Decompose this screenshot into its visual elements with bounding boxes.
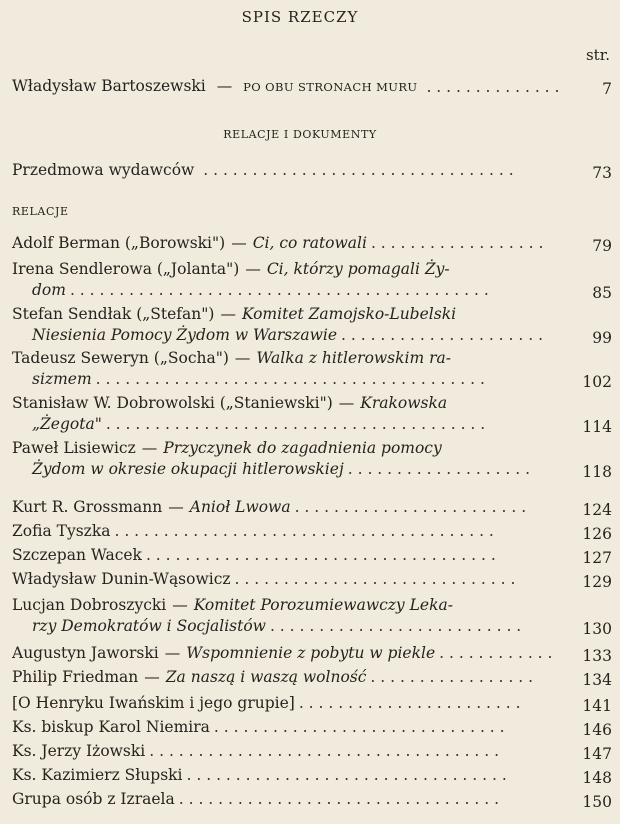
- entry-title-continued: dom: [32, 281, 66, 299]
- entry-author: Przedmowa wydawców: [12, 161, 195, 179]
- entry-author: Ks. Jerzy Iżowski: [12, 742, 146, 760]
- entry-page-number: 85: [592, 284, 612, 302]
- dot-leader: . . . . . . . . . . . . . . . . . . . . . . . . . . . . . . . . . . . .: [149, 742, 500, 760]
- dot-leader: . . . . . . . . . . . . . . . . . . . . . . . . . . . . . . . . .: [178, 790, 500, 808]
- entry-page-number: 102: [582, 373, 612, 391]
- toc-entry-line: [12, 667, 612, 688]
- entry-title: PO OBU STRONACH MURU: [243, 80, 418, 94]
- entry-page-number: 126: [582, 525, 612, 543]
- toc-entry-intro: [12, 76, 612, 97]
- dot-leader: . . . . . . . . . . . . . . . . . . . . .: [341, 326, 544, 344]
- entry-page-number: 127: [582, 549, 612, 567]
- entry-page-number: 148: [582, 769, 612, 787]
- entry-title: Przyczynek do zagadnienia pomocy: [163, 439, 442, 457]
- toc-entry: [12, 233, 612, 254]
- entry-title-continued: sizmem: [32, 370, 92, 388]
- dot-leader: . . . . . . . . . . . . . . . . .: [370, 668, 534, 686]
- section-heading: RELACJE I DOKUMENTY: [223, 128, 377, 141]
- entry-page-number: 129: [582, 573, 612, 591]
- toc-entry: [12, 438, 612, 480]
- page-column-label: str.: [585, 46, 610, 64]
- entry-author: Adolf Berman („Borowski"): [12, 234, 226, 252]
- entry-title-continued: rzy Demokratów i Socjalistów: [32, 617, 266, 635]
- toc-entry-line: [12, 280, 612, 301]
- entry-dash: —: [338, 394, 355, 412]
- entry-page-number: 146: [582, 721, 612, 739]
- dot-leader: . . . . . . . . . . . . . .: [426, 78, 560, 96]
- toc-entry-line: [12, 369, 612, 390]
- entry-author: Tadeusz Seweryn („Socha"): [12, 349, 229, 367]
- entry-title: Komitet Porozumiewawczy Leka-: [193, 596, 453, 614]
- toc-entry: [12, 521, 612, 542]
- dot-leader: . . . . . . . . . . . . . . . . . . . . . . . . . . . . . . . . . . . . . . .: [105, 415, 486, 433]
- entry-dash: —: [216, 77, 233, 95]
- toc-entry-line: [12, 717, 612, 738]
- toc-entry: [12, 545, 612, 566]
- entry-dash: —: [164, 644, 181, 662]
- entry-author: Stanisław W. Dobrowolski („Staniewski"): [12, 394, 333, 412]
- toc-entry: [12, 741, 612, 762]
- entry-dash: —: [172, 596, 188, 614]
- toc-entry-line: [12, 693, 612, 714]
- toc-entry-line: [12, 497, 612, 518]
- toc-entry: [12, 259, 612, 301]
- entry-author: Ks. biskup Karol Niemira: [12, 718, 210, 736]
- entry-page-number: 114: [582, 418, 612, 436]
- entry-title-continued: Żydom w okresie okupacji hitlerowskiej: [32, 460, 344, 478]
- entry-page-number: 99: [592, 329, 612, 347]
- entry-page-number: 118: [582, 463, 612, 481]
- page-title: SPIS RZECZY: [241, 8, 359, 26]
- toc-entry-line: [12, 438, 612, 459]
- entry-dash: —: [168, 498, 184, 516]
- dot-leader: . . . . . . . . . . . . . . . . . . . . . . . . . . . . . . . . .: [186, 766, 507, 784]
- entry-page-number: 73: [592, 164, 612, 182]
- entry-author: Lucjan Dobroszycki: [12, 596, 167, 614]
- toc-entry-line: [12, 325, 612, 346]
- entry-dash: —: [231, 234, 247, 252]
- dot-leader: . . . . . . . . . . . . . . . . . . . . . . . . . .: [269, 617, 522, 635]
- toc-entry: [12, 643, 612, 664]
- dot-leader: . . . . . . . . . . . . . . . . . . . . . . . . . . . . . . . .: [203, 161, 514, 179]
- toc-entry-line: [12, 595, 612, 616]
- entry-title: Ci, którzy pomagali Ży-: [266, 260, 450, 278]
- toc-entry: [12, 595, 612, 637]
- toc-entry-line: [12, 76, 612, 97]
- entry-title: Komitet Zamojsko-Lubelski: [241, 305, 457, 323]
- toc-entry: [12, 393, 612, 435]
- toc-entry: [12, 497, 612, 518]
- subsection-heading: RELACJE: [12, 205, 69, 218]
- entry-author: Władysław Bartoszewski: [12, 77, 206, 95]
- entry-dash: —: [245, 260, 261, 278]
- entry-title: Anioł Lwowa: [189, 498, 291, 516]
- entry-author: Paweł Lisiewicz: [12, 439, 136, 457]
- entry-author: Irena Sendlerowa („Jolanta"): [12, 260, 240, 278]
- entry-page-number: 134: [582, 671, 612, 689]
- entry-author: Zofia Tyszka: [12, 522, 111, 540]
- dot-leader: . . . . . . . . . . . . . . . . . .: [370, 234, 544, 252]
- entry-dash: —: [234, 349, 251, 367]
- entry-author: Philip Friedman: [12, 668, 139, 686]
- toc-entry: [12, 348, 612, 390]
- toc-entry: [12, 717, 612, 738]
- toc-entry-line: [12, 616, 612, 637]
- dot-leader: . . . . . . . . . . . . . . . . . . . . . . . . . . . . . . . . . . . . . . . . . . .: [69, 281, 489, 299]
- entry-title-continued: Niesienia Pomocy Żydom w Warszawie: [32, 326, 338, 344]
- dot-leader: . . . . . . . . . . . .: [439, 644, 553, 662]
- entry-author: Kurt R. Grossmann: [12, 498, 163, 516]
- dot-leader: . . . . . . . . . . . . . . . . . . . . . . .: [298, 694, 521, 712]
- toc-entry: [12, 667, 612, 688]
- entry-author: Grupa osób z Izraela: [12, 790, 175, 808]
- entry-page-number: 7: [602, 80, 612, 98]
- entry-page-number: 133: [582, 647, 612, 665]
- toc-entry-line: [12, 348, 612, 369]
- toc-entry-line: [12, 233, 612, 254]
- dot-leader: . . . . . . . . . . . . . . . . . . .: [347, 460, 531, 478]
- entry-page-number: 141: [582, 697, 612, 715]
- toc-entry: [12, 789, 612, 810]
- entry-title-continued: „Żegota": [32, 415, 102, 433]
- entry-dash: —: [141, 439, 158, 457]
- entry-title: Ci, co ratowali: [252, 234, 367, 252]
- entry-title: Krakowska: [360, 394, 448, 412]
- entry-page-number: 130: [582, 620, 612, 638]
- entry-title: Walka z hitlerowskim ra-: [256, 349, 451, 367]
- entry-page-number: 150: [582, 793, 612, 811]
- toc-entry-line: [12, 459, 612, 480]
- toc-entry-line: [12, 789, 612, 810]
- entry-page-number: 79: [592, 237, 612, 255]
- entry-dash: —: [144, 668, 160, 686]
- dot-leader: . . . . . . . . . . . . . . . . . . . . . . . . . . . . . . . . . . . . . . .: [114, 522, 494, 540]
- entry-title: Za naszą i waszą wolność: [165, 668, 367, 686]
- toc-entry: [12, 693, 612, 714]
- toc-entry-line: [12, 765, 612, 786]
- dot-leader: . . . . . . . . . . . . . . . . . . . . . . . . . . . . . . . . . . . .: [145, 546, 496, 564]
- toc-entry: [12, 304, 612, 346]
- toc-entry-line: [12, 160, 612, 181]
- entry-title: Wspomnienie z pobytu w piekle: [186, 644, 436, 662]
- toc-entry-line: [12, 393, 612, 414]
- toc-entry-line: [12, 259, 612, 280]
- toc-entry-line: [12, 304, 612, 325]
- entry-page-number: 124: [582, 501, 612, 519]
- entry-author: Ks. Kazimierz Słupski: [12, 766, 183, 784]
- dot-leader: . . . . . . . . . . . . . . . . . . . . . . . .: [294, 498, 527, 516]
- entry-author: Augustyn Jaworski: [12, 644, 159, 662]
- entry-author: Stefan Sendłak („Stefan"): [12, 305, 215, 323]
- dot-leader: . . . . . . . . . . . . . . . . . . . . . . . . . . . . . . . . . . . . . . . .: [95, 370, 485, 388]
- entry-page-number: 147: [582, 745, 612, 763]
- toc-entry-line: [12, 521, 612, 542]
- dot-leader: . . . . . . . . . . . . . . . . . . . . . . . . . . . . . .: [213, 718, 505, 736]
- entry-author: Szczepan Wacek: [12, 546, 142, 564]
- toc-entry: [12, 765, 612, 786]
- toc-entry-preface: [12, 160, 612, 181]
- toc-entry-line: [12, 545, 612, 566]
- toc-entry: [12, 569, 612, 590]
- toc-entry-line: [12, 414, 612, 435]
- entry-author: [O Henryku Iwańskim i jego grupie]: [12, 694, 295, 712]
- toc-entry-line: [12, 741, 612, 762]
- entry-author: Władysław Dunin-Wąsowicz: [12, 570, 231, 588]
- dot-leader: . . . . . . . . . . . . . . . . . . . . . . . . . . . . .: [234, 570, 516, 588]
- toc-entry-line: [12, 569, 612, 590]
- toc-entry-line: [12, 643, 612, 664]
- entry-dash: —: [220, 305, 236, 323]
